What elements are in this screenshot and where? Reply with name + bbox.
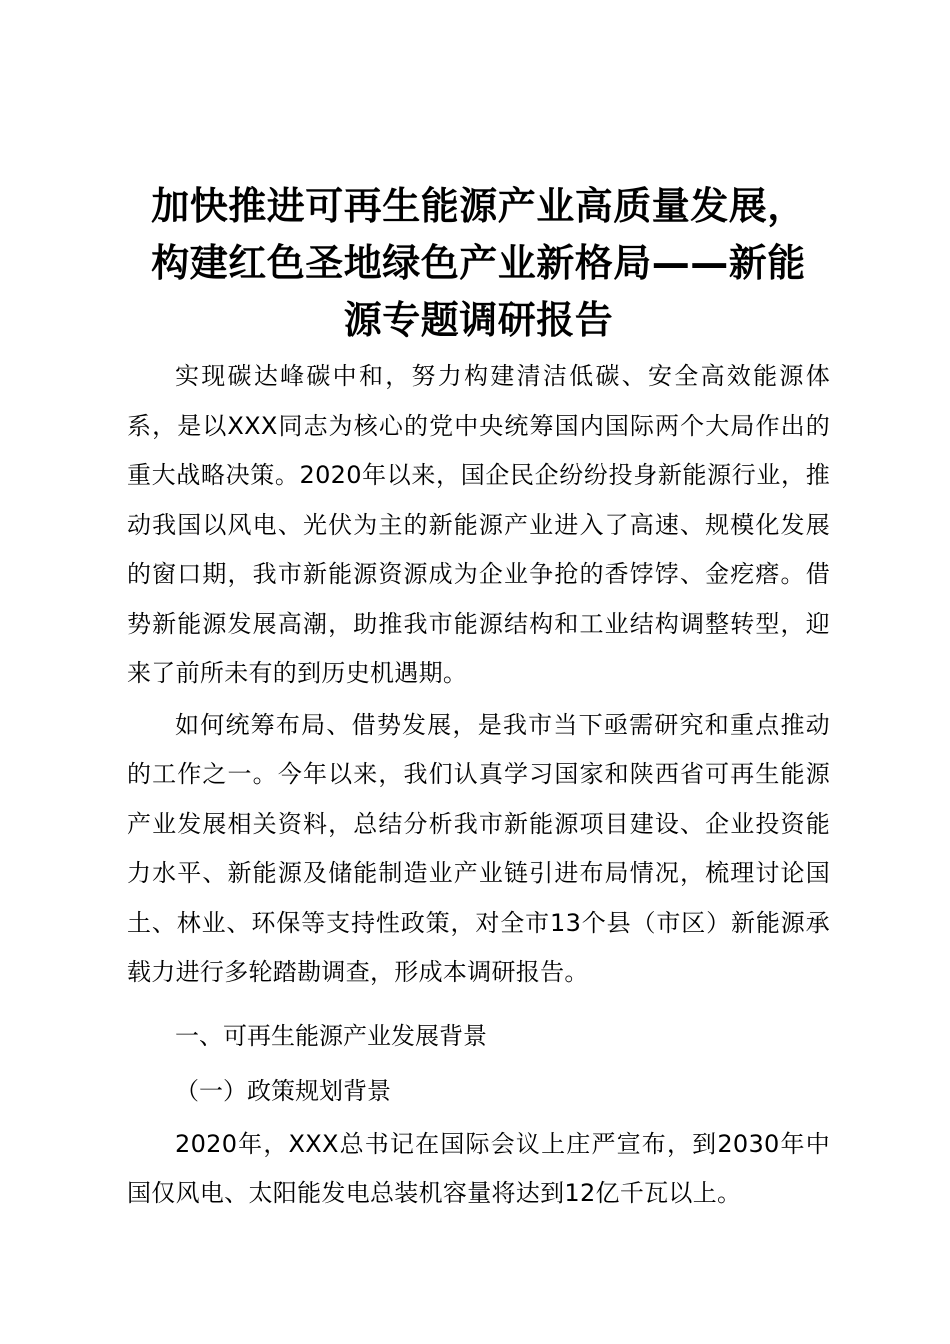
document-title: [127, 178, 830, 349]
paragraph-2: 如何统筹布局、借势发展，是我市当下亟需研究和重点推动的工作之一。今年以来，我们认真学习国家和陕西省可再生能源产业发展相关资料，总结分析我市新能源项目建设、企业投资能力水平、新能源及储能制造业产业链引进布局情况，梳理讨论国土、林业、环保等支持性政策，对全市13个县（市区）新能源承载力进行多轮踏勘调查，形成本调研报告。: [127, 710, 830, 986]
title-line-1: 加快推进可再生能源产业高质量发展，: [151, 184, 806, 228]
document-body: [127, 352, 830, 1219]
subsection-heading: （一）政策规划背景: [175, 1077, 391, 1105]
paragraph-3: 2020年，XXX总书记在国际会议上庄严宣布，到2030年中国仅风电、太阳能发电总装机容量将达到12亿千瓦以上。: [127, 1129, 830, 1207]
document-content: [127, 178, 830, 1219]
title-line-3: 源专题调研报告: [343, 298, 614, 342]
section-heading: 一、可再生能源产业发展背景: [175, 1021, 487, 1050]
paragraph-1: 实现碳达峰碳中和，努力构建清洁低碳、安全高效能源体系，是以XXX同志为核心的党中央统筹国内国际两个大局作出的重大战略决策。2020年以来，国企民企纷纷投身新能源行业，推动我国以风电、光伏为主的新能源产业进入了高速、规模化发展的窗口期，我市新能源资源成为企业争抢的香饽饽、金疙瘩。借势新能源发展高潮，助推我市能源结构和工业结构调整转型，迎来了前所未有的到历史机遇期。: [127, 362, 830, 687]
title-line-2: 构建红色圣地绿色产业新格局——新能: [151, 241, 806, 285]
